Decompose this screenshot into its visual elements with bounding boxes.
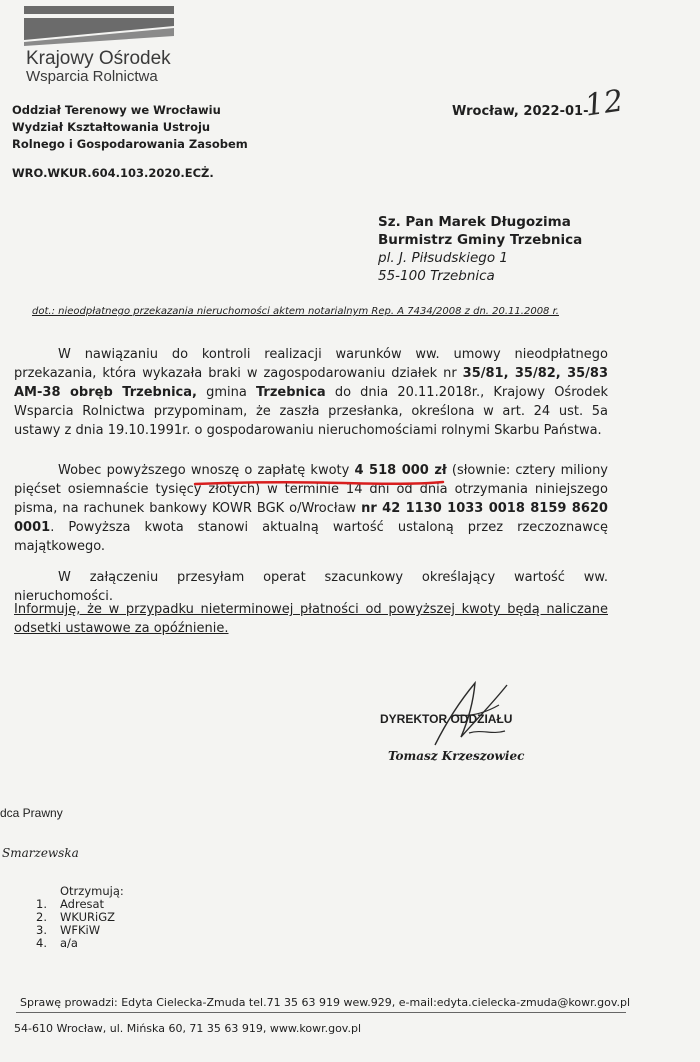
text-segment: gmina <box>196 385 256 400</box>
municipality-name: Trzebnica <box>255 385 326 400</box>
kowr-logo <box>24 4 184 84</box>
date-printed: Wrocław, 2022-01- <box>452 104 589 119</box>
logo-name-line1: Krajowy Ośrodek <box>26 48 171 69</box>
legal-advisor-stamp: dca Prawny <box>0 806 63 820</box>
red-pen-underline <box>193 478 445 488</box>
sender-line: Rolnego i Gospodarowania Zasobem <box>12 137 248 151</box>
recipient-street: pl. J. Piłsudskiego 1 <box>378 250 509 266</box>
recipient-city: 55-100 Trzebnica <box>378 268 495 284</box>
sender-line: Wydział Kształtowania Ustroju <box>12 120 211 134</box>
recipient-position: Burmistrz Gminy Trzebnica <box>378 232 583 248</box>
amount-due: 4 518 000 zł <box>354 463 447 478</box>
bank-account-number: nr 42 1130 1033 0018 8159 8620 0001 <box>14 501 608 535</box>
distribution-heading: Otrzymują: <box>60 884 124 898</box>
list-number: 1. <box>36 897 47 911</box>
text-segment: W załączeniu przesyłam operat szacunkowy określający wartość ww. nieruchomości. <box>14 570 608 604</box>
footer-divider <box>16 1012 626 1013</box>
text-segment: Wobec powyższego wnoszę o zapłatę kwoty <box>58 463 355 478</box>
legal-advisor-name: Smarzewska <box>2 846 79 860</box>
plot-numbers: 35/81, 35/82, 35/83 AM-38 obręb Trzebnica, <box>14 366 609 400</box>
kowr-logo-icon <box>24 4 174 46</box>
paragraph-4: Informuję, że w przypadku nieterminowej płatności od powyższej kwoty będą naliczane odsetki ustawowe za opóźnienie. <box>14 602 608 636</box>
subject-line: dot.: nieodpłatnego przekazania nieruchomości aktem notarialnym Rep. A 7434/2008 z dn. 20.11.2008 r. <box>32 306 559 317</box>
text-segment: W nawiązaniu do kontroli realizacji warunków ww. umowy nieodpłatnego przekazania, która wykazała braki w zagospodarowaniu działek nr <box>14 347 608 381</box>
case-handler-contact: Sprawę prowadzi: Edyta Cielecka-Zmuda tel.71 35 63 919 wew.929, e-mail:edyta.cielecka-zmuda@kowr.gov.pl <box>20 996 631 1009</box>
sender-block <box>12 102 248 153</box>
paragraph-2 <box>14 461 608 556</box>
list-number: 4. <box>36 936 47 950</box>
footer-address: 54-610 Wrocław, ul. Mińska 60, 71 35 63 919, www.kowr.gov.pl <box>14 1022 361 1035</box>
logo-name-line2: Wsparcia Rolnictwa <box>26 68 158 85</box>
list-number: 2. <box>36 910 47 924</box>
text-segment: do dnia 20.11.2018r., Krajowy Ośrodek Wsparcia Rolnictwa przypominam, że zaszła przesłanka, określona w art. 24 ust. 5a ustawy z dnia 19.10.1991r. o gospodarowaniu nieruchomościami rolnymi Skarbu Państwa. <box>14 385 608 438</box>
text-segment: (słownie: cztery miliony pięćset osiemnaście tysięcy złotych) w terminie 14 dni od dnia otrzymania niniejszego pisma, na rachunek bankowy KOWR BGK o/Wrocław <box>14 463 609 516</box>
signatory-title: DYREKTOR ODDZIAŁU <box>380 712 513 726</box>
reference-number: WRO.WKUR.604.103.2020.ECŻ. <box>12 166 214 180</box>
list-text: WFKiW <box>60 923 101 937</box>
sender-line: Oddział Terenowy we Wrocławiu <box>12 103 221 117</box>
paragraph-1 <box>14 345 608 440</box>
list-text: WKURiGZ <box>60 910 115 924</box>
recipient-block <box>378 213 582 285</box>
text-segment: . Powyższa kwota stanowi aktualną wartość ustaloną przez rzeczoznawcę majątkowego. <box>14 520 608 554</box>
list-item <box>36 937 115 950</box>
list-text: a/a <box>60 936 78 950</box>
list-number: 3. <box>36 923 47 937</box>
recipient-name: Sz. Pan Marek Długozima <box>378 214 571 230</box>
distribution-list <box>36 898 115 950</box>
signatory-name: Tomasz Krzeszowiec <box>388 749 525 763</box>
date-handwritten-day: 12 <box>582 83 626 124</box>
list-text: Adresat <box>60 897 105 911</box>
